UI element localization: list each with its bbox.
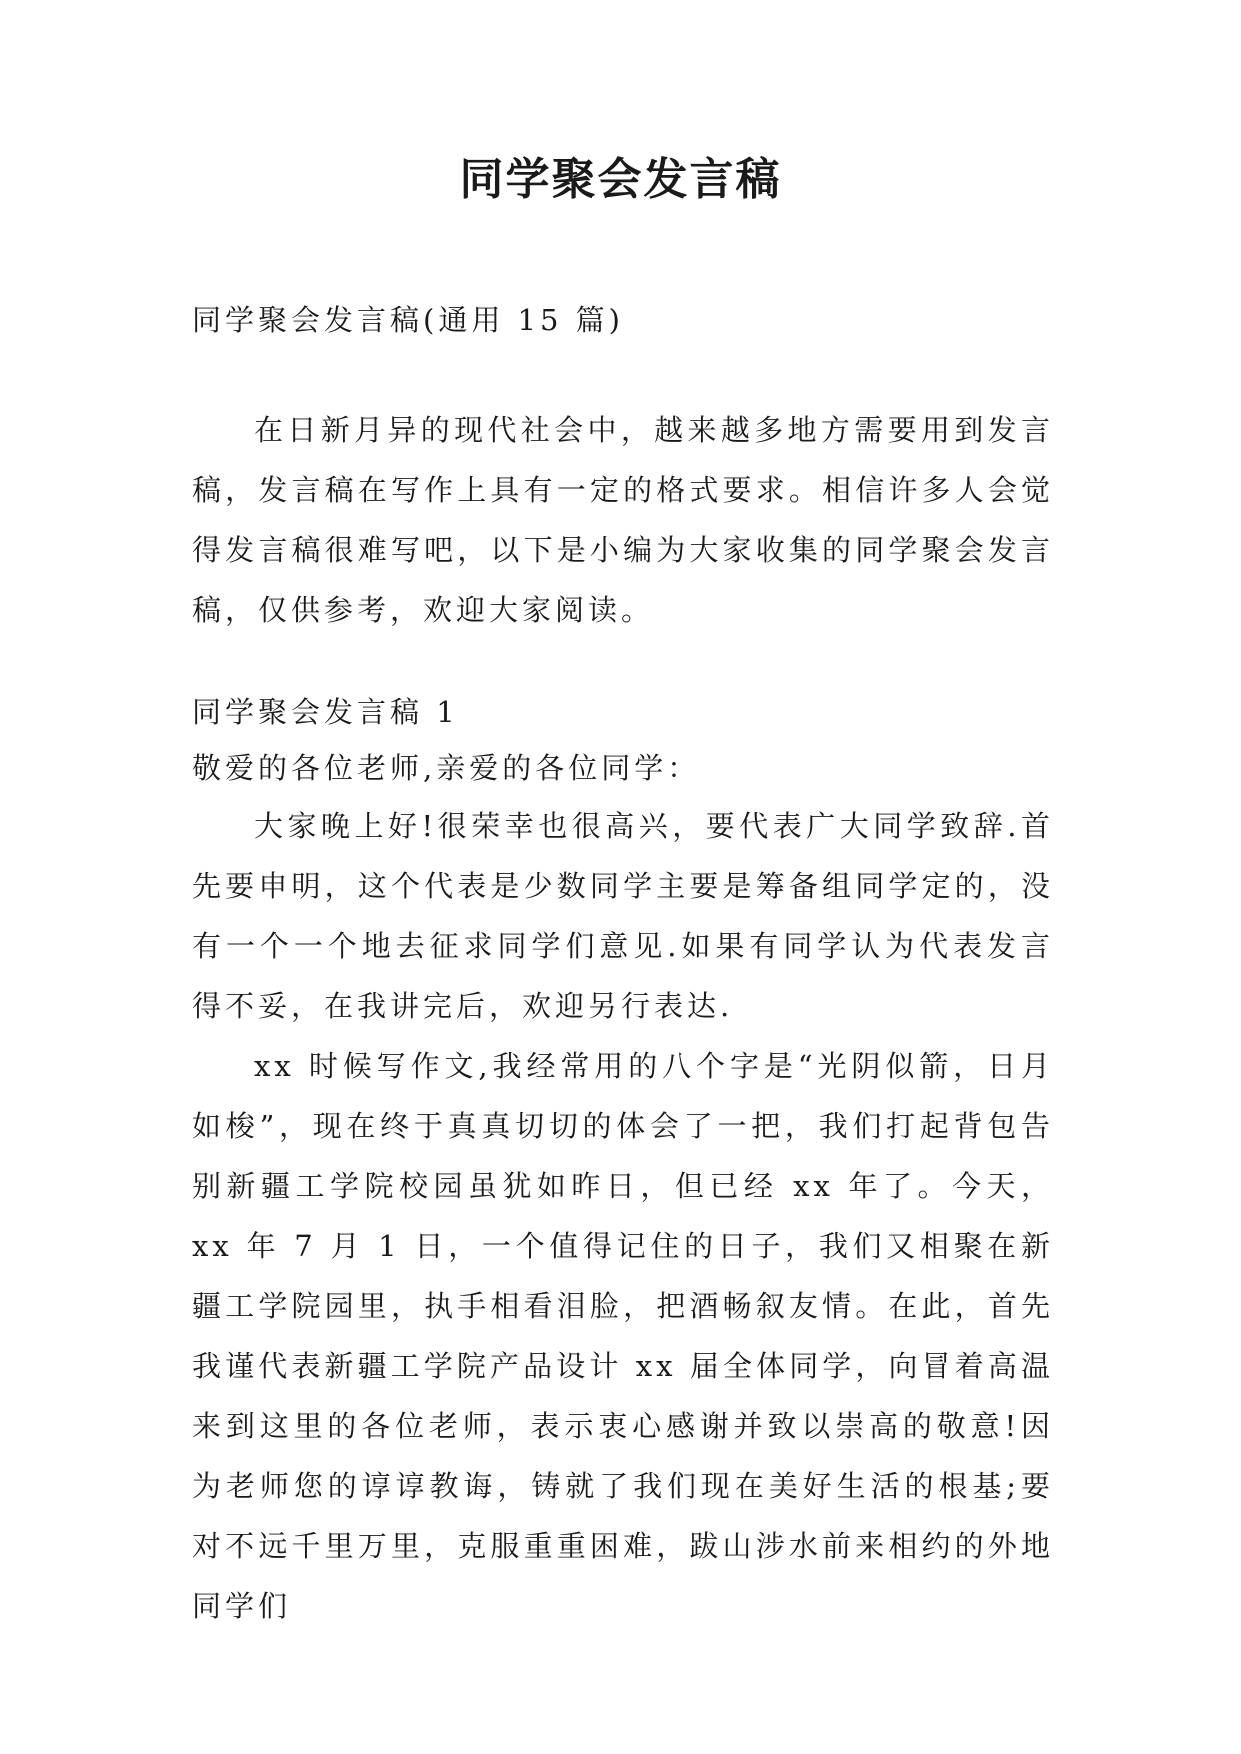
document-body	[192, 290, 1054, 1636]
intro-paragraph: 在日新月异的现代社会中，越来越多地方需要用到发言稿，发言稿在写作上具有一定的格式要求。相信许多人会觉得发言稿很难写吧，以下是小编为大家收集的同学聚会发言稿，仅供参考，欢迎大家阅读。	[192, 413, 1054, 627]
body-paragraph-2: xx 时候写作文,我经常用的八个字是“光阴似箭，日月如梭”，现在终于真真切切的体会了一把，我们打起背包告别新疆工学院校园虽犹如昨日，但已经 xx 年了。今天，xx 年 7 月 1 日，一个值得记住的日子，我们又相聚在新疆工学院园里，执手相看泪脸，把酒畅叙友情。在此，首先我谨代表新疆工学院产品设计 xx 届全体同学，向冒着高温来到这里的各位老师，表示衷心感谢并致以崇高的敬意!因为老师您的谆谆教诲，铸就了我们现在美好生活的根基;要对不远千里万里，克服重重困难，跋山涉水前来相约的外地同学们	[192, 1049, 1054, 1623]
document-title: 同学聚会发言稿	[459, 154, 782, 205]
section-heading: 同学聚会发言稿 1	[192, 695, 459, 729]
document-subtitle: 同学聚会发言稿(通用 15 篇)	[192, 303, 624, 337]
body-paragraph-1: 大家晚上好!很荣幸也很高兴，要代表广大同学致辞.首先要申明，这个代表是少数同学主要是筹备组同学定的，没有一个一个地去征求同学们意见.如果有同学认为代表发言得不妥，在我讲完后，欢迎另行表达.	[192, 809, 1054, 1023]
salutation: 敬爱的各位老师,亲爱的各位同学：	[192, 751, 701, 785]
